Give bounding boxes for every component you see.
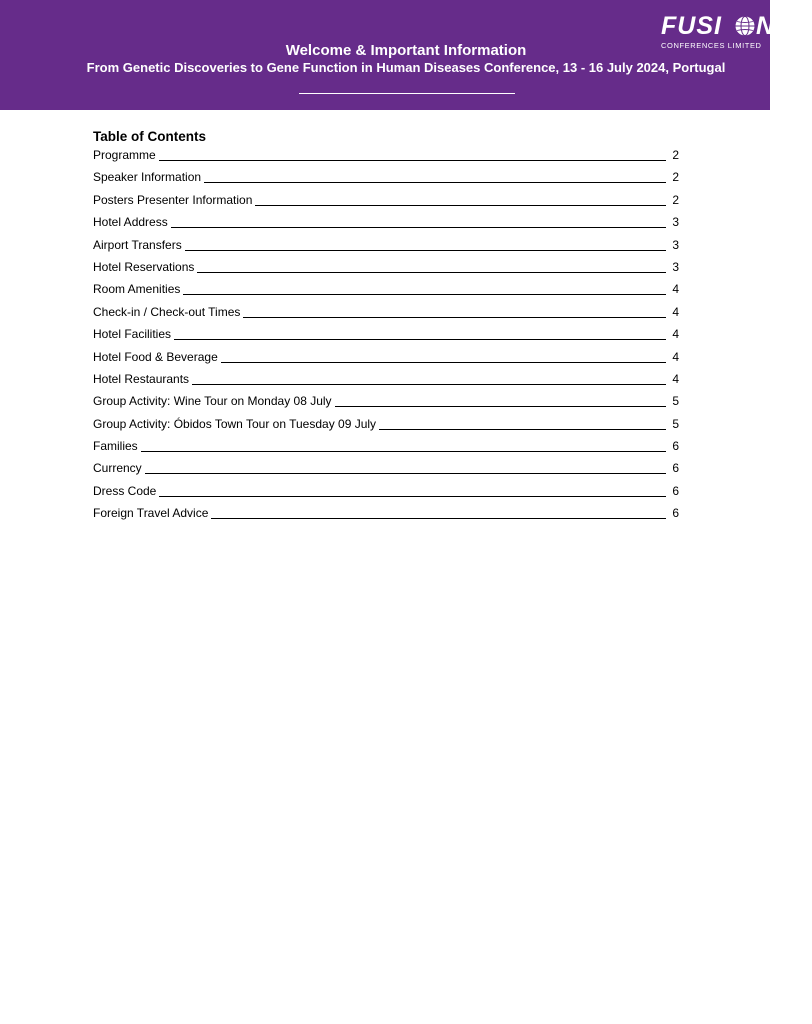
toc-leader-line <box>197 272 666 273</box>
toc-entry-label: Airport Transfers <box>93 237 182 252</box>
toc-entry[interactable] <box>93 417 679 439</box>
table-of-contents <box>93 128 679 529</box>
toc-entry-page-number: 2 <box>672 192 679 207</box>
toc-entry-label: Hotel Address <box>93 215 168 230</box>
toc-entry[interactable] <box>93 170 679 192</box>
toc-entry-page-number: 3 <box>672 259 679 274</box>
toc-entry[interactable] <box>93 484 679 506</box>
toc-leader-line <box>192 384 666 385</box>
toc-leader-line <box>159 496 666 497</box>
toc-leader-line <box>171 227 666 228</box>
toc-entry-page-number: 6 <box>672 461 679 476</box>
toc-entry[interactable] <box>93 215 679 237</box>
toc-leader-line <box>174 339 666 340</box>
toc-entry-page-number: 4 <box>672 327 679 342</box>
toc-entry-page-number: 5 <box>672 416 679 431</box>
toc-entry-label: Foreign Travel Advice <box>93 506 209 521</box>
toc-entry-page-number: 4 <box>672 371 679 386</box>
logo-wordmark: FUSI <box>661 12 722 40</box>
page-title: Welcome & Important Information <box>285 42 527 59</box>
toc-leader-line <box>221 362 666 363</box>
toc-entry[interactable] <box>93 394 679 416</box>
toc-entry[interactable] <box>93 327 679 349</box>
toc-leader-line <box>243 317 666 318</box>
toc-entry[interactable] <box>93 148 679 170</box>
header-divider <box>299 93 515 94</box>
toc-entry-page-number: 3 <box>672 237 679 252</box>
toc-leader-line <box>159 160 666 161</box>
toc-leader-line <box>211 518 666 519</box>
toc-entry[interactable] <box>93 260 679 282</box>
toc-entry[interactable] <box>93 506 679 528</box>
toc-leader-line <box>255 205 666 206</box>
toc-entry[interactable] <box>93 193 679 215</box>
toc-entry-label: Currency <box>93 461 142 476</box>
toc-entry-label: Group Activity: Wine Tour on Monday 08 July <box>93 394 332 409</box>
conference-subtitle: From Genetic Discoveries to Gene Function in Human Diseases Conference, 13 - 16 July 2024, Portugal <box>86 60 726 75</box>
toc-leader-line <box>379 429 666 430</box>
toc-entry-page-number: 6 <box>672 506 679 521</box>
logo-tagline: CONFERENCES LIMITED <box>661 41 762 50</box>
toc-entry-page-number: 6 <box>672 483 679 498</box>
toc-leader-line <box>183 294 666 295</box>
toc-entry-label: Check-in / Check-out Times <box>93 304 241 319</box>
toc-entry-label: Programme <box>93 148 156 162</box>
toc-leader-line <box>145 473 666 474</box>
toc-entry[interactable] <box>93 439 679 461</box>
toc-leader-line <box>185 250 666 251</box>
toc-leader-line <box>335 406 666 407</box>
toc-list <box>93 148 679 529</box>
toc-entry-page-number: 2 <box>672 148 679 162</box>
toc-entry-label: Hotel Restaurants <box>93 371 190 386</box>
toc-leader-line <box>141 451 666 452</box>
toc-leader-line <box>204 182 666 183</box>
toc-entry[interactable] <box>93 282 679 304</box>
toc-entry-label: Families <box>93 439 138 454</box>
globe-icon <box>734 15 756 37</box>
toc-entry[interactable] <box>93 305 679 327</box>
toc-entry-page-number: 4 <box>672 304 679 319</box>
toc-heading: Table of Contents <box>93 129 206 144</box>
toc-entry-page-number: 2 <box>672 170 679 185</box>
toc-entry-page-number: 6 <box>672 439 679 454</box>
logo-wordmark-end: N <box>756 12 776 40</box>
toc-entry-label: Group Activity: Óbidos Town Tour on Tuesday 09 July <box>93 416 377 431</box>
toc-entry-label: Hotel Reservations <box>93 259 195 274</box>
toc-entry-page-number: 3 <box>672 215 679 230</box>
toc-entry-label: Speaker Information <box>93 170 202 185</box>
toc-entry-page-number: 5 <box>672 394 679 409</box>
toc-entry[interactable] <box>93 461 679 483</box>
header-banner <box>0 0 776 110</box>
toc-entry[interactable] <box>93 350 679 372</box>
toc-entry-label: Hotel Facilities <box>93 327 172 342</box>
toc-entry-label: Room Amenities <box>93 282 181 297</box>
toc-entry-label: Hotel Food & Beverage <box>93 349 218 364</box>
toc-entry[interactable] <box>93 238 679 260</box>
toc-entry[interactable] <box>93 372 679 394</box>
toc-entry-page-number: 4 <box>672 282 679 297</box>
toc-entry-label: Dress Code <box>93 483 157 498</box>
fusion-logo <box>660 11 776 53</box>
toc-entry-label: Posters Presenter Information <box>93 192 253 207</box>
toc-entry-page-number: 4 <box>672 349 679 364</box>
